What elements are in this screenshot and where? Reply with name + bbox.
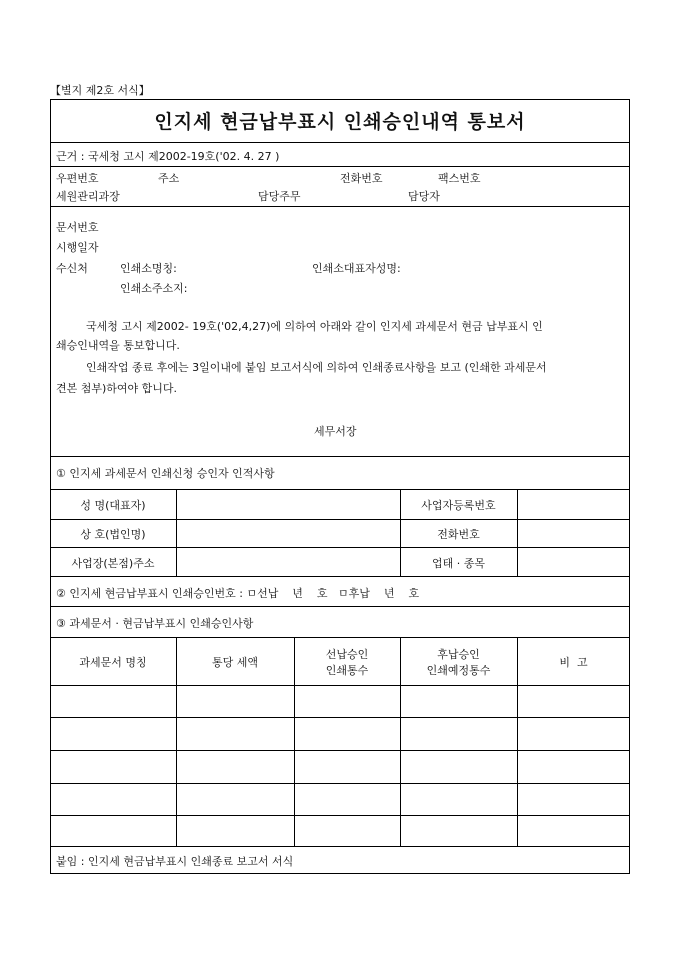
- divider: [50, 519, 630, 520]
- divider: [50, 846, 630, 847]
- divider: [50, 815, 630, 816]
- body-para1-line2: 쇄승인내역을 통보합니다.: [56, 339, 180, 352]
- col-postpaid-line1: 후납승인: [437, 648, 480, 661]
- divider: [50, 606, 630, 607]
- col-prepaid-line2: 인쇄통수: [325, 664, 369, 677]
- basis-text: 근거 : 국세청 고시 제2002-19호('02. 4. 27 ): [56, 150, 280, 163]
- doc-number-label: 문서번호: [56, 221, 99, 234]
- divider: [50, 576, 630, 577]
- printer-address-label: 인쇄소주소지:: [120, 282, 188, 295]
- body-para2-line1: 인쇄작업 종료 후에는 3일이내에 붙임 보고서식에 의하여 인쇄종료사항을 보고 (인쇄한 과세문서: [86, 361, 547, 374]
- col-tax-per-copy: 통당 세액: [211, 656, 258, 669]
- phone-label: 전화번호: [340, 172, 383, 185]
- department-label: 세원관리과장: [56, 190, 120, 203]
- col-remarks: 비 고: [559, 656, 588, 669]
- printer-name-label: 인쇄소명칭:: [120, 262, 177, 275]
- page-title: 인지세 현금납부표시 인쇄승인내역 통보서: [154, 111, 526, 133]
- attachment-note: 붙임 : 인지세 현금납부표시 인쇄종료 보고서 서식: [56, 855, 294, 868]
- divider: [50, 637, 630, 638]
- divider: [50, 166, 630, 167]
- section2-heading: ② 인지세 현금납부표시 인쇄승인번호 : ㅁ선납 년 호 ㅁ후납 년 호: [56, 587, 420, 600]
- person-label: 담당자: [408, 190, 440, 203]
- label-name: 성 명(대표자): [80, 499, 146, 512]
- divider: [50, 685, 630, 686]
- divider: [50, 206, 630, 207]
- col-postpaid-line2: 인쇄예정통수: [426, 664, 491, 677]
- body-para2-line2: 견본 첨부)하여야 합니다.: [56, 382, 178, 395]
- divider: [50, 750, 630, 751]
- divider: [50, 717, 630, 718]
- label-business-reg-no: 사업자등록번호: [421, 499, 496, 512]
- divider: [50, 142, 630, 143]
- section1-heading: ① 인지세 과세문서 인쇄신청 승인자 인적사항: [56, 467, 275, 480]
- body-para1-line1: 국세청 고시 제2002- 19호('02,4,27)에 의하여 아래와 같이 인지세 과세문서 현금 납부표시 인: [86, 320, 543, 333]
- label-company-name: 상 호(법인명): [80, 528, 146, 541]
- divider: [517, 489, 518, 576]
- divider: [50, 547, 630, 548]
- fax-label: 팩스번호: [438, 172, 481, 185]
- label-business-address: 사업장(본점)주소: [71, 557, 155, 570]
- label-business-type: 업태 · 종목: [432, 557, 485, 570]
- form-frame: [50, 99, 630, 874]
- col-prepaid-line1: 선납승인: [325, 648, 369, 661]
- postal-code-label: 우편번호: [56, 172, 99, 185]
- label-phone: 전화번호: [437, 528, 480, 541]
- recipient-label: 수신처: [56, 262, 88, 275]
- divider: [50, 489, 630, 490]
- form-label: 【별지 제2호 서식】: [50, 84, 150, 97]
- col-doc-name: 과세문서 명칭: [79, 656, 147, 669]
- divider: [50, 783, 630, 784]
- signer: 세무서장: [314, 425, 357, 438]
- officer-label: 담당주무: [258, 190, 301, 203]
- printer-rep-label: 인쇄소대표자성명:: [312, 262, 401, 275]
- address-label: 주소: [158, 172, 180, 185]
- divider: [176, 489, 177, 576]
- divider: [50, 456, 630, 457]
- enforcement-date-label: 시행일자: [56, 241, 99, 254]
- section3-heading: ③ 과세문서 · 현금납부표시 인쇄승인사항: [56, 617, 254, 630]
